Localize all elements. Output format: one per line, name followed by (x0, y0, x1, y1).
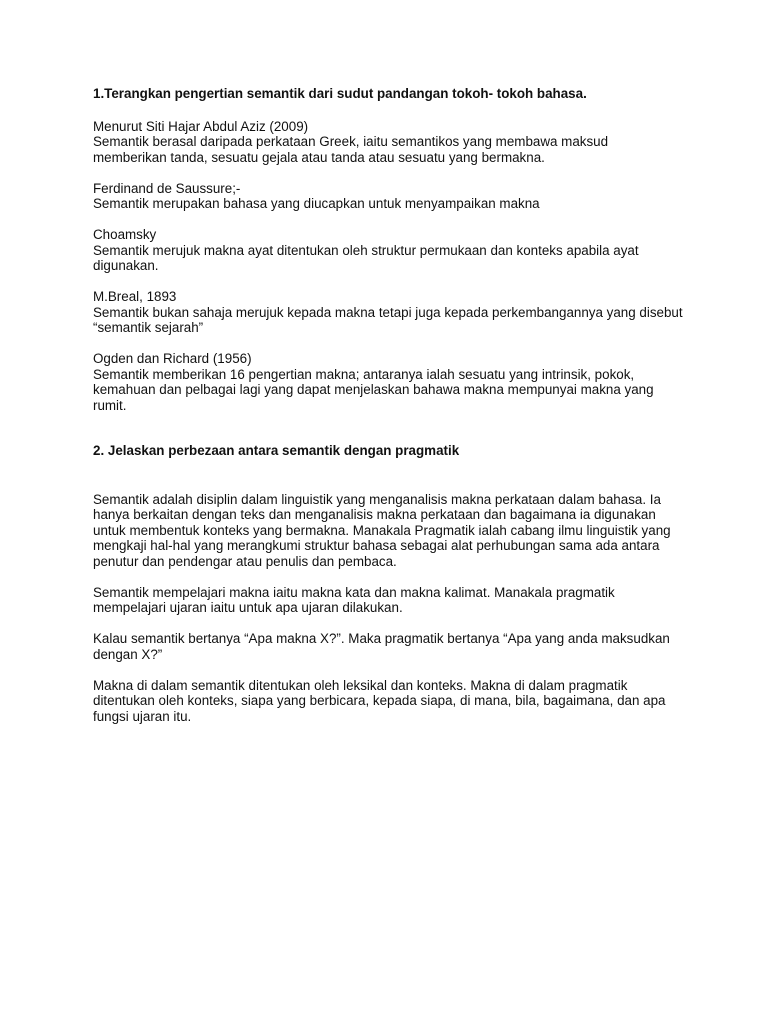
entry-author: Menurut Siti Hajar Abdul Aziz (2009) (93, 118, 309, 134)
answer-paragraph: Semantik adalah disiplin dalam linguistik yang menganalisis makna perkataan dalam bahasa. Ia hanya berkaitan dengan teks dan menganalisis makna perkataan dan bagaimana ia digunakan untuk membentuk konteks yang bermakna. Manakala Pragmatik ialah cabang ilmu linguistik yang mengkaji hal-hal yang merangkumi struktur bahasa sebagai alat perhubungan sama ada antara penutur dan pendengar atau penulis dan pembaca. (93, 491, 671, 569)
entry-author: Ferdinand de Saussure;- (93, 180, 241, 196)
entry-author: Choamsky (93, 227, 157, 242)
question-2-heading: 2. Jelaskan perbezaan antara semantik dengan pragmatik (93, 443, 460, 458)
entry-author: M.Breal, 1893 (93, 289, 177, 304)
answer-paragraph: Kalau semantik bertanya “Apa makna X?”. Maka pragmatik bertanya “Apa yang anda maksudkan dengan X?” (93, 631, 670, 662)
definition-entry (93, 119, 683, 166)
document-content (93, 86, 683, 740)
definition-entry (93, 351, 683, 413)
definition-entry (93, 227, 683, 274)
answer-paragraph: Semantik mempelajari makna iaitu makna kata dan makna kalimat. Manakala pragmatik mempelajari ujaran iaitu untuk apa ujaran dilakukan. (93, 584, 615, 615)
question-1-heading: 1.Terangkan pengertian semantik dari sudut pandangan tokoh- tokoh bahasa. (93, 86, 587, 101)
answer-paragraph: Makna di dalam semantik ditentukan oleh leksikal dan konteks. Makna di dalam pragmatik ditentukan oleh konteks, siapa yang berbicara, kepada siapa, di mana, bila, bagaimana, dan apa fungsi ujaran itu. (93, 677, 666, 724)
entry-text: Semantik memberikan 16 pengertian makna; antaranya ialah sesuatu yang intrinsik, pokok, kemahuan dan pelbagai lagi yang dapat menjelaskan bahawa makna mempunyai makna yang rumit. (93, 366, 654, 413)
entry-text: Semantik bukan sahaja merujuk kepada makna tetapi juga kepada perkembangannya yang disebut “semantik sejarah” (93, 304, 683, 335)
entry-author: Ogden dan Richard (1956) (93, 351, 252, 366)
entry-text: Semantik berasal daripada perkataan Greek, iaitu semantikos yang membawa maksud memberikan tanda, sesuatu gejala atau tanda atau sesuatu yang bermakna. (93, 134, 609, 165)
definition-entry (93, 181, 683, 212)
entry-text: Semantik merujuk makna ayat ditentukan oleh struktur permukaan dan konteks apabila ayat digunakan. (93, 242, 639, 273)
definition-entry (93, 289, 683, 336)
entry-text: Semantik merupakan bahasa yang diucapkan untuk menyampaikan makna (93, 196, 540, 211)
